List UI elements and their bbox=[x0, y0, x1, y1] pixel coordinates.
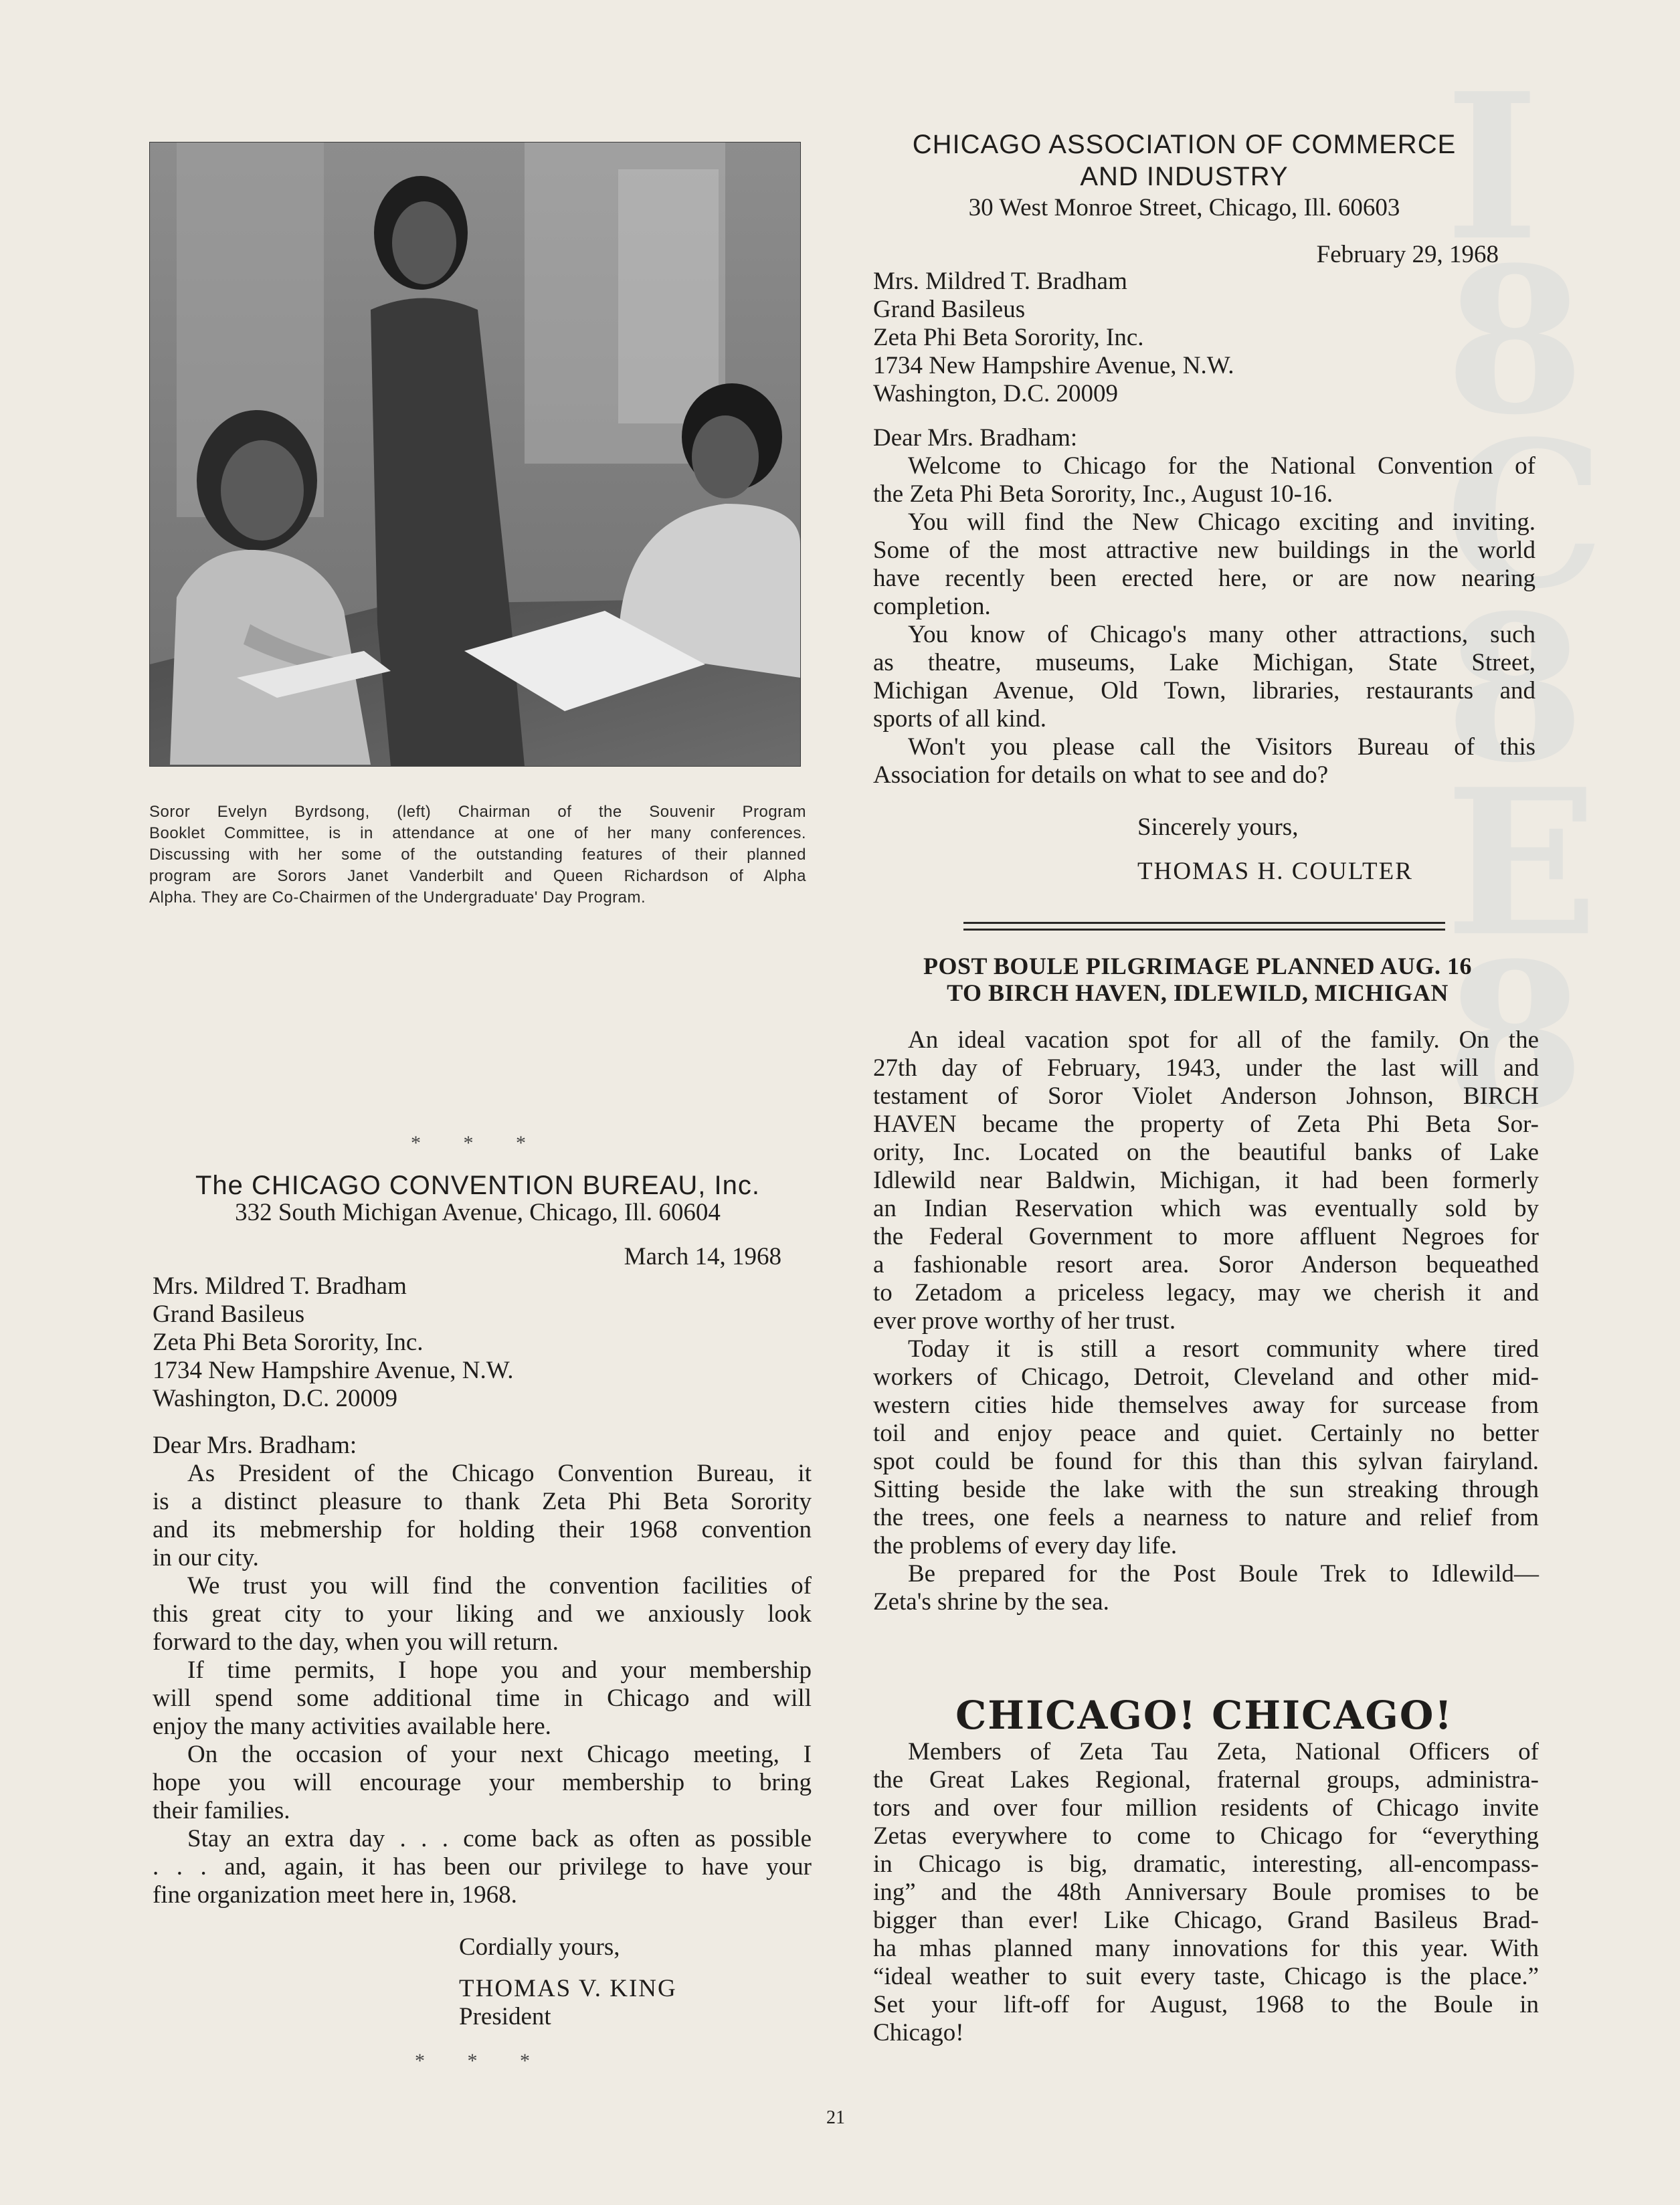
body-line: forward to the day, when you will return. bbox=[153, 1628, 559, 1656]
commerce-closing: Sincerely yours, bbox=[1137, 813, 1299, 841]
caption-line: Soror Evelyn Byrdsong, (left) Chairman of the Souvenir Program bbox=[149, 803, 806, 821]
bureau-address: 332 South Michigan Avenue, Chicago, Ill. 60604 bbox=[235, 1199, 721, 1226]
body-line: Welcome to Chicago for the National Convention of bbox=[908, 452, 1535, 480]
body-line: the trees, one feels a nearness to nature and relief from bbox=[873, 1504, 1539, 1531]
commerce-org-name bbox=[870, 128, 1499, 193]
body-line: an Indian Reservation which was eventually sold by bbox=[873, 1195, 1539, 1222]
body-line: “ideal weather to suit every taste, Chicago is the place.” bbox=[873, 1963, 1539, 1990]
caption-line: Booklet Committee, is in attendance at one of her many conferences. bbox=[149, 824, 806, 842]
bureau-signer-title: President bbox=[459, 2003, 551, 2030]
body-line: in our city. bbox=[153, 1544, 259, 1571]
body-line: We trust you will find the convention facilities of bbox=[187, 1572, 812, 1600]
body-line: will spend some additional time in Chicago and will bbox=[153, 1685, 812, 1712]
body-line: 27th day of February, 1943, under the last will and bbox=[873, 1054, 1539, 1082]
body-line: toil and enjoy peace and quiet. Certainly no better bbox=[873, 1420, 1539, 1447]
body-line: sports of all kind. bbox=[873, 705, 1046, 733]
pilgrimage-heading-line2: TO BIRCH HAVEN, IDLEWILD, MICHIGAN bbox=[947, 979, 1449, 1006]
body-line: You will find the New Chicago exciting and inviting. bbox=[908, 508, 1535, 536]
body-line: ha mhas planned many innovations for this year. With bbox=[873, 1935, 1539, 1962]
body-line: have recently been erected here, or are now nearing bbox=[873, 565, 1535, 592]
body-line: as theatre, museums, Lake Michigan, State Street, bbox=[873, 649, 1535, 676]
body-line: is a distinct pleasure to thank Zeta Phi Beta Sorority bbox=[153, 1488, 812, 1515]
body-line: You know of Chicago's many other attractions, such bbox=[908, 621, 1535, 648]
commerce-salutation: Dear Mrs. Bradham: bbox=[873, 424, 1078, 452]
recipient-line: Washington, D.C. 20009 bbox=[153, 1385, 397, 1412]
body-line: Zetas everywhere to come to Chicago for “everything bbox=[873, 1822, 1539, 1850]
pilgrimage-heading bbox=[863, 953, 1532, 1006]
recipient-line: 1734 New Hampshire Avenue, N.W. bbox=[873, 352, 1234, 379]
body-line: Idlewild near Baldwin, Michigan, it had been formerly bbox=[873, 1167, 1539, 1194]
body-line: Members of Zeta Tau Zeta, National Officers of bbox=[908, 1738, 1539, 1765]
commerce-signature: THOMAS H. COULTER bbox=[1137, 858, 1413, 885]
body-line: An ideal vacation spot for all of the family. On the bbox=[908, 1026, 1539, 1054]
commerce-date: February 29, 1968 bbox=[1316, 241, 1499, 268]
body-line: the Zeta Phi Beta Sorority, Inc., August 10-16. bbox=[873, 480, 1333, 508]
section-stars: * * * bbox=[415, 2050, 549, 2072]
body-line: the problems of every day life. bbox=[873, 1532, 1178, 1559]
commerce-org-line1: CHICAGO ASSOCIATION OF COMMERCE bbox=[912, 130, 1457, 159]
section-divider bbox=[963, 922, 1445, 924]
commerce-body bbox=[873, 452, 1535, 789]
body-line: hope you will encourage your membership to bring bbox=[153, 1769, 812, 1796]
body-line: in Chicago is big, dramatic, interesting, all-encompass- bbox=[873, 1850, 1539, 1878]
recipient-line: 1734 New Hampshire Avenue, N.W. bbox=[153, 1357, 514, 1384]
body-line: spot could be found for this than this sylvan fairyland. bbox=[873, 1448, 1539, 1475]
body-line: ing” and the 48th Anniversary Boule promises to be bbox=[873, 1879, 1539, 1906]
body-line: western cities hide themselves away for surcease from bbox=[873, 1392, 1539, 1419]
body-line: ority, Inc. Located on the beautiful banks of Lake bbox=[873, 1139, 1539, 1166]
recipient-line: Mrs. Mildred T. Bradham bbox=[873, 268, 1127, 295]
body-line: Some of the most attractive new buildings in the world bbox=[873, 537, 1535, 564]
body-line: their families. bbox=[153, 1797, 290, 1824]
bureau-salutation: Dear Mrs. Bradham: bbox=[153, 1432, 357, 1459]
body-line: and its mebmership for holding their 1968 convention bbox=[153, 1516, 812, 1543]
body-line: tors and over four million residents of Chicago invite bbox=[873, 1794, 1539, 1822]
body-line: Michigan Avenue, Old Town, libraries, restaurants and bbox=[873, 677, 1535, 704]
page-number: 21 bbox=[826, 2107, 845, 2128]
recipient-line: Mrs. Mildred T. Bradham bbox=[153, 1272, 407, 1300]
commerce-org-line2: AND INDUSTRY bbox=[1080, 162, 1289, 191]
body-line: a fashionable resort area. Soror Anderson bequeathed bbox=[873, 1251, 1539, 1278]
body-line: On the occasion of your next Chicago meeting, I bbox=[187, 1741, 812, 1768]
body-line: Stay an extra day . . . come back as often as possible bbox=[187, 1825, 812, 1852]
recipient-line: Zeta Phi Beta Sorority, Inc. bbox=[873, 324, 1144, 351]
recipient-line: Washington, D.C. 20009 bbox=[873, 380, 1118, 407]
chicago-heading: CHICAGO! CHICAGO! bbox=[955, 1693, 1453, 1738]
recipient-line: Grand Basileus bbox=[873, 296, 1026, 323]
bureau-body bbox=[153, 1460, 812, 1909]
committee-photo bbox=[149, 142, 801, 767]
bureau-signature: THOMAS V. KING bbox=[459, 1975, 677, 2002]
body-line: Sitting beside the lake with the sun streaking through bbox=[873, 1476, 1539, 1503]
body-line: Set your lift-off for August, 1968 to the Boule in bbox=[873, 1991, 1539, 2018]
commerce-address: 30 West Monroe Street, Chicago, Ill. 60603 bbox=[968, 194, 1400, 221]
body-line: HAVEN became the property of Zeta Phi Beta Sor- bbox=[873, 1111, 1539, 1138]
photo-caption bbox=[149, 801, 806, 908]
body-line: the Great Lakes Regional, fraternal groups, administra- bbox=[873, 1766, 1539, 1794]
recipient-line: Zeta Phi Beta Sorority, Inc. bbox=[153, 1329, 424, 1356]
body-line: workers of Chicago, Detroit, Cleveland and other mid- bbox=[873, 1363, 1539, 1391]
bureau-closing: Cordially yours, bbox=[459, 1933, 620, 1961]
body-line: fine organization meet here in, 1968. bbox=[153, 1881, 517, 1909]
caption-line: program are Sorors Janet Vanderbilt and Queen Richardson of Alpha bbox=[149, 867, 806, 885]
body-line: the Federal Government to more affluent Negroes for bbox=[873, 1223, 1539, 1250]
pilgrimage-body bbox=[873, 1026, 1539, 1616]
body-line: Won't you please call the Visitors Bureau of this bbox=[908, 733, 1535, 761]
body-line: Zeta's shrine by the sea. bbox=[873, 1588, 1109, 1616]
section-stars: * * * bbox=[411, 1132, 545, 1154]
commerce-recipient bbox=[873, 268, 1475, 408]
body-line: Chicago! bbox=[873, 2019, 964, 2046]
body-line: bigger than ever! Like Chicago, Grand Basileus Brad- bbox=[873, 1907, 1539, 1934]
body-line: testament of Soror Violet Anderson Johnson, BIRCH bbox=[873, 1082, 1539, 1110]
caption-line: Alpha. They are Co-Chairmen of the Undergraduate' Day Program. bbox=[149, 888, 646, 906]
bureau-org-name: The CHICAGO CONVENTION BUREAU, Inc. bbox=[195, 1171, 761, 1200]
bureau-recipient bbox=[153, 1272, 755, 1413]
body-line: enjoy the many activities available here. bbox=[153, 1713, 551, 1740]
body-line: As President of the Chicago Convention Bureau, it bbox=[187, 1460, 812, 1487]
section-divider bbox=[963, 929, 1445, 931]
body-line: this great city to your liking and we anxiously look bbox=[153, 1600, 812, 1628]
body-line: If time permits, I hope you and your membership bbox=[187, 1656, 812, 1684]
committee-photo-illustration bbox=[150, 142, 800, 766]
recipient-line: Grand Basileus bbox=[153, 1301, 305, 1328]
body-line: Be prepared for the Post Boule Trek to Idlewild— bbox=[908, 1560, 1539, 1588]
caption-line: Discussing with her some of the outstanding features of their planned bbox=[149, 846, 806, 864]
body-line: Association for details on what to see and do? bbox=[873, 761, 1329, 789]
body-line: . . . and, again, it has been our privilege to have your bbox=[153, 1853, 812, 1881]
pilgrimage-heading-line1: POST BOULE PILGRIMAGE PLANNED AUG. 16 bbox=[923, 953, 1472, 979]
bureau-date: March 14, 1968 bbox=[624, 1243, 781, 1270]
body-line: to Zetadom a priceless legacy, may we cherish it and bbox=[873, 1279, 1539, 1307]
body-line: completion. bbox=[873, 593, 991, 620]
show-through-bleed: I 8 C 8 E 8 bbox=[1445, 49, 1605, 1155]
body-line: Today it is still a resort community where tired bbox=[908, 1335, 1539, 1363]
body-line: ever prove worthy of her trust. bbox=[873, 1307, 1176, 1335]
chicago-body bbox=[873, 1738, 1539, 2047]
